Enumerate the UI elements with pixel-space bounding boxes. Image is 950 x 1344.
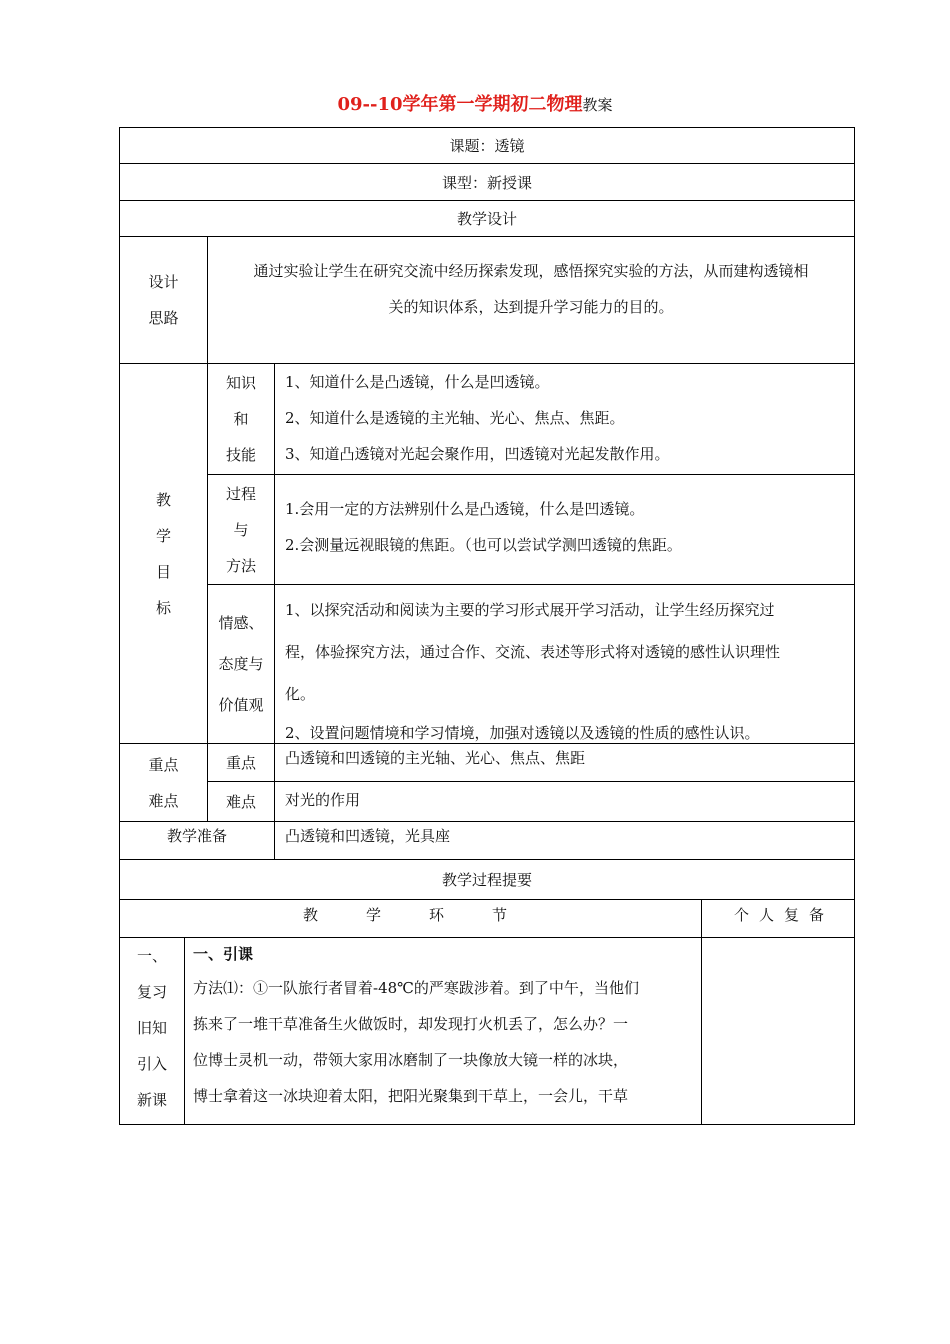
section1-label-3: 旧知: [136, 1019, 167, 1037]
lesson-plan-table: [119, 127, 855, 1125]
section1-label-1: 一、: [136, 947, 167, 965]
section1-line-1: 方法⑴：①一队旅行者冒着-48℃的严寒跋涉着。到了中午，当他们: [193, 979, 639, 997]
emotion-label-2: 态度与: [218, 654, 264, 673]
preparation-label: [119, 821, 275, 859]
section-header-left-text: 教学环节: [303, 906, 556, 924]
key-points-label-2: 难点: [148, 791, 179, 810]
design-idea-text: [208, 236, 855, 363]
knowledge-item-1: 1、知道什么是凸透镜，什么是凹透镜。: [285, 373, 550, 391]
design-idea-label-2: 思路: [148, 309, 179, 327]
section1-label-4: 引入: [136, 1055, 167, 1073]
emotion-item-4: 2、设置问题情境和学习情境，加强对透镜以及透镜的性质的感性认识。: [285, 724, 760, 742]
emotion-label-1: 情感、: [218, 613, 264, 632]
emotion-item-2: 程，体验探究方法，通过合作、交流、表述等形式将对透镜的感性认识理性: [285, 643, 781, 661]
knowledge-label: [208, 363, 275, 474]
type-text: 课型：新授课: [441, 173, 532, 192]
section1-notes: [702, 937, 855, 1125]
section1-label: [119, 937, 185, 1125]
section-header-left: [119, 899, 702, 937]
knowledge-label-2: 和: [233, 410, 249, 428]
preparation-text-content: 凸透镜和凹透镜，光具座: [285, 827, 451, 845]
process-label: [208, 474, 275, 584]
section1-label-2: 复习: [136, 983, 167, 1001]
difficult-text-content: 对光的作用: [285, 791, 361, 809]
topic-row: [119, 127, 855, 163]
process-summary-text: 教学过程提要: [441, 871, 532, 889]
objectives-label-4: 标: [155, 598, 171, 617]
design-row: [119, 200, 855, 236]
knowledge-item-2: 2、知道什么是透镜的主光轴、光心、焦点、焦距。: [285, 409, 625, 427]
difficult-label-text: 难点: [225, 793, 256, 811]
document-title: [0, 92, 950, 118]
difficult-label: [208, 781, 275, 821]
objectives-label-2: 学: [155, 526, 171, 545]
key-label: [208, 743, 275, 781]
section1-content: [185, 937, 702, 1125]
key-label-text: 重点: [225, 754, 256, 772]
design-idea-line-2: 关的知识体系，达到提升学习能力的目的。: [388, 298, 674, 316]
section-header-right-text: 个人复备: [734, 906, 835, 924]
section1-label-5: 新课: [136, 1091, 167, 1109]
preparation-label-text: 教学准备: [166, 827, 227, 845]
objectives-label-1: 教: [155, 490, 171, 509]
key-points-label: [119, 743, 208, 821]
section-header-right: [702, 899, 855, 937]
key-text-content: 凸透镜和凹透镜的主光轴、光心、焦点、焦距: [285, 749, 586, 767]
section1-line-4: 博士拿着这一冰块迎着太阳，把阳光聚集到干草上，一会儿，干草: [193, 1087, 629, 1105]
emotion-item-1: 1、以探究活动和阅读为主要的学习形式展开学习活动，让学生经历探究过: [285, 601, 775, 619]
knowledge-text: [275, 363, 855, 474]
section1-line-2: 拣来了一堆干草准备生火做饭时，却发现打火机丢了，怎么办？一: [193, 1015, 629, 1033]
emotion-text: [275, 584, 855, 743]
topic-text: 课题：透镜: [449, 137, 525, 155]
knowledge-label-1: 知识: [225, 374, 256, 392]
design-idea-line-1: 通过实验让学生在研究交流中经历探索发现，感悟探究实验的方法，从而建构透镜相: [253, 262, 809, 280]
process-text: [275, 474, 855, 584]
title-suffix: 教案: [582, 96, 613, 114]
type-row: [119, 163, 855, 200]
section1-heading: 一、引课: [193, 945, 254, 963]
process-item-1: 1.会用一定的方法辨别什么是凸透镜，什么是凹透镜。: [285, 500, 645, 518]
objectives-label: [119, 363, 208, 743]
design-idea-label-1: 设计: [148, 273, 179, 291]
difficult-text: [275, 781, 855, 821]
process-item-2: 2.会测量远视眼镜的焦距。（也可以尝试学测凹透镜的焦距。: [285, 536, 682, 554]
section1-line-3: 位博士灵机一动，带领大家用冰磨制了一块像放大镜一样的冰块，: [193, 1051, 629, 1069]
emotion-label: [208, 584, 275, 743]
emotion-label-3: 价值观: [218, 695, 264, 714]
preparation-text: [275, 821, 855, 859]
process-label-3: 方法: [225, 556, 256, 575]
title-main: 09--10学年第一学期初二物理: [337, 94, 583, 115]
emotion-item-3: 化。: [285, 685, 316, 703]
key-points-label-1: 重点: [148, 755, 179, 774]
process-label-2: 与: [233, 520, 249, 539]
process-label-1: 过程: [225, 484, 256, 503]
knowledge-item-3: 3、知道凸透镜对光起会聚作用，凹透镜对光起发散作用。: [285, 445, 670, 463]
key-text: [275, 743, 855, 781]
knowledge-label-3: 技能: [225, 446, 256, 464]
objectives-label-3: 目: [155, 562, 171, 581]
process-summary-row: [119, 859, 855, 899]
design-idea-label: [119, 236, 208, 363]
design-text: 教学设计: [456, 210, 517, 228]
